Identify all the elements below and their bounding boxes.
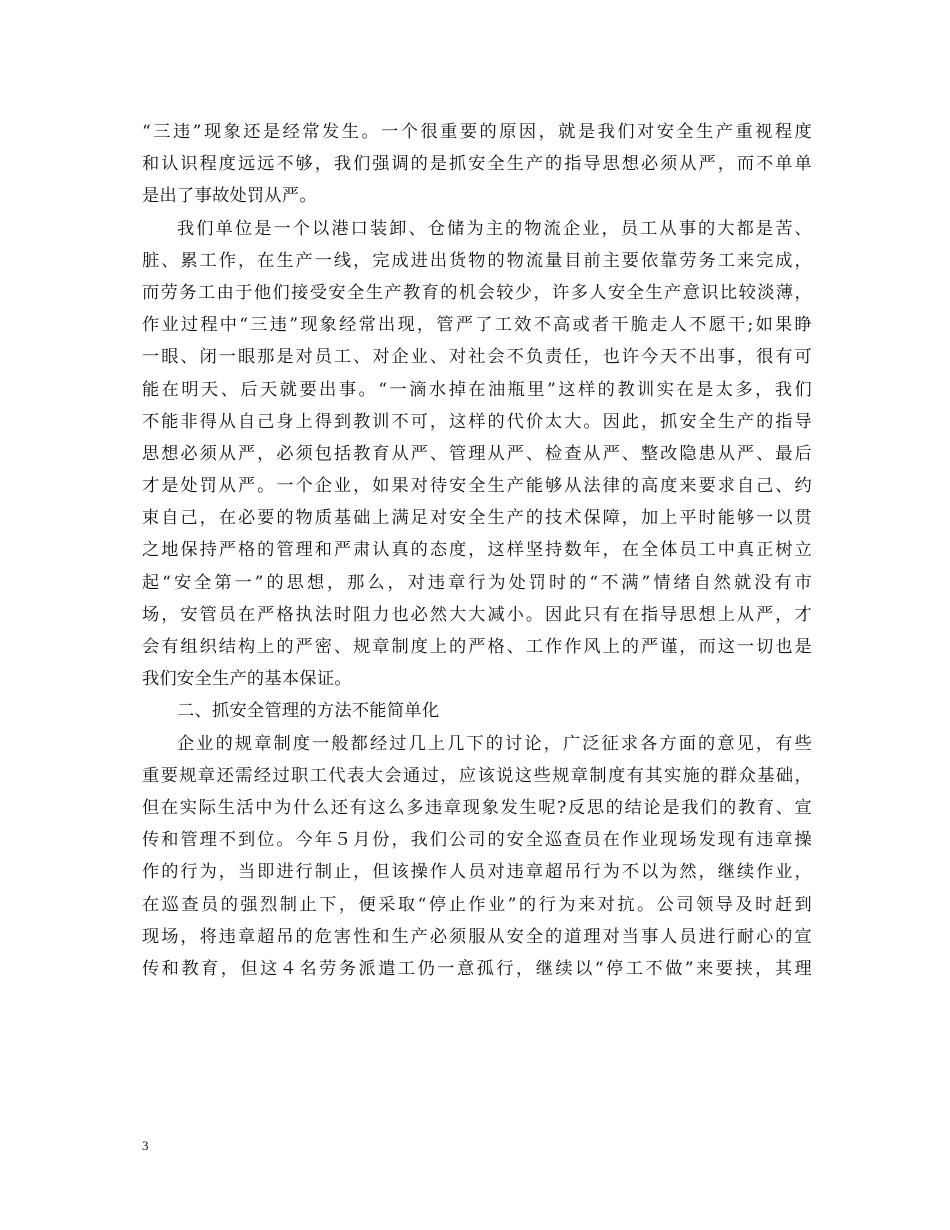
text-line: 作业过程中“三违”现象经常出现，管严了工效不高或者干脆走人不愿干;如果睁	[142, 315, 812, 336]
text-line: 现场，将违章超吊的危害性和生产必须服从安全的道理对当事人员进行耐心的宣	[142, 926, 812, 947]
text-line: 在巡查员的强烈制止下，便采取“停止作业”的行为来对抗。公司领导及时赶到	[142, 894, 812, 915]
text-line: 我们安全生产的基本保证。	[142, 669, 352, 690]
text-line: 是出了事故处罚从严。	[142, 186, 317, 207]
text-line: 而劳务工由于他们接受安全生产教育的机会较少，许多人安全生产意识比较淡薄，	[142, 282, 812, 303]
page-number: 3	[142, 1138, 149, 1153]
text-line: 传和管理不到位。今年５月份，我们公司的安全巡查员在作业现场发现有违章操	[142, 830, 812, 851]
text-line: 重要规章还需经过职工代表大会通过，应该说这些规章制度有其实施的群众基础，	[142, 765, 812, 786]
text-line: 一眼、闭一眼那是对员工、对企业、对社会不负责任，也许今天不出事，很有可	[142, 347, 812, 368]
text-line: “三违”现象还是经常发生。一个很重要的原因，就是我们对安全生产重视程度	[142, 122, 812, 142]
text-line: 传和教育，但这４名劳务派遣工仍一意孤行，继续以“停工不做”来要挟，其理	[142, 958, 812, 979]
text-line: 企业的规章制度一般都经过几上几下的讨论，广泛征求各方面的意见，有些	[177, 733, 812, 754]
text-line: 束自己，在必要的物质基础上满足对安全生产的技术保障，加上平时能够一以贯	[142, 508, 812, 529]
text-line: 不能非得从自己身上得到教训不可，这样的代价太大。因此，抓安全生产的指导	[142, 411, 812, 432]
text-line: 二、抓安全管理的方法不能简单化	[177, 701, 440, 722]
text-line: 场，安管员在严格执法时阻力也必然大大减小。因此只有在指导思想上从严，才	[142, 604, 812, 625]
text-line: 思想必须从严，必须包括教育从严、管理从严、检查从严、整改隐患从严、最后	[142, 443, 812, 464]
body-text	[142, 116, 812, 985]
text-line: 和认识程度远远不够，我们强调的是抓安全生产的指导思想必须从严，而不单单	[142, 154, 812, 175]
text-line: 会有组织结构上的严密、规章制度上的严格、工作作风上的严谨，而这一切也是	[142, 637, 812, 657]
text-line: 我们单位是一个以港口装卸、仓储为主的物流企业，员工从事的大都是苦、	[177, 218, 812, 239]
text-line: 但在实际生活中为什么还有这么多违章现象发生呢?反思的结论是我们的教育、宣	[142, 797, 812, 818]
text-line: 之地保持严格的管理和严肃认真的态度，这样坚持数年，在全体员工中真正树立	[142, 540, 812, 561]
text-line: 能在明天、后天就要出事。“一滴水掉在油瓶里”这样的教训实在是太多，我们	[142, 379, 812, 400]
text-line: 才是处罚从严。一个企业，如果对待安全生产能够从法律的高度来要求自己、约	[142, 476, 812, 497]
text-line: 作的行为，当即进行制止，但该操作人员对违章超吊行为不以为然，继续作业，	[142, 862, 812, 883]
text-line: 起“安全第一”的思想，那么，对违章行为处罚时的“不满”情绪自然就没有市	[142, 572, 812, 593]
text-line: 脏、累工作，在生产一线，完成进出货物的物流量目前主要依靠劳务工来完成，	[142, 250, 812, 271]
